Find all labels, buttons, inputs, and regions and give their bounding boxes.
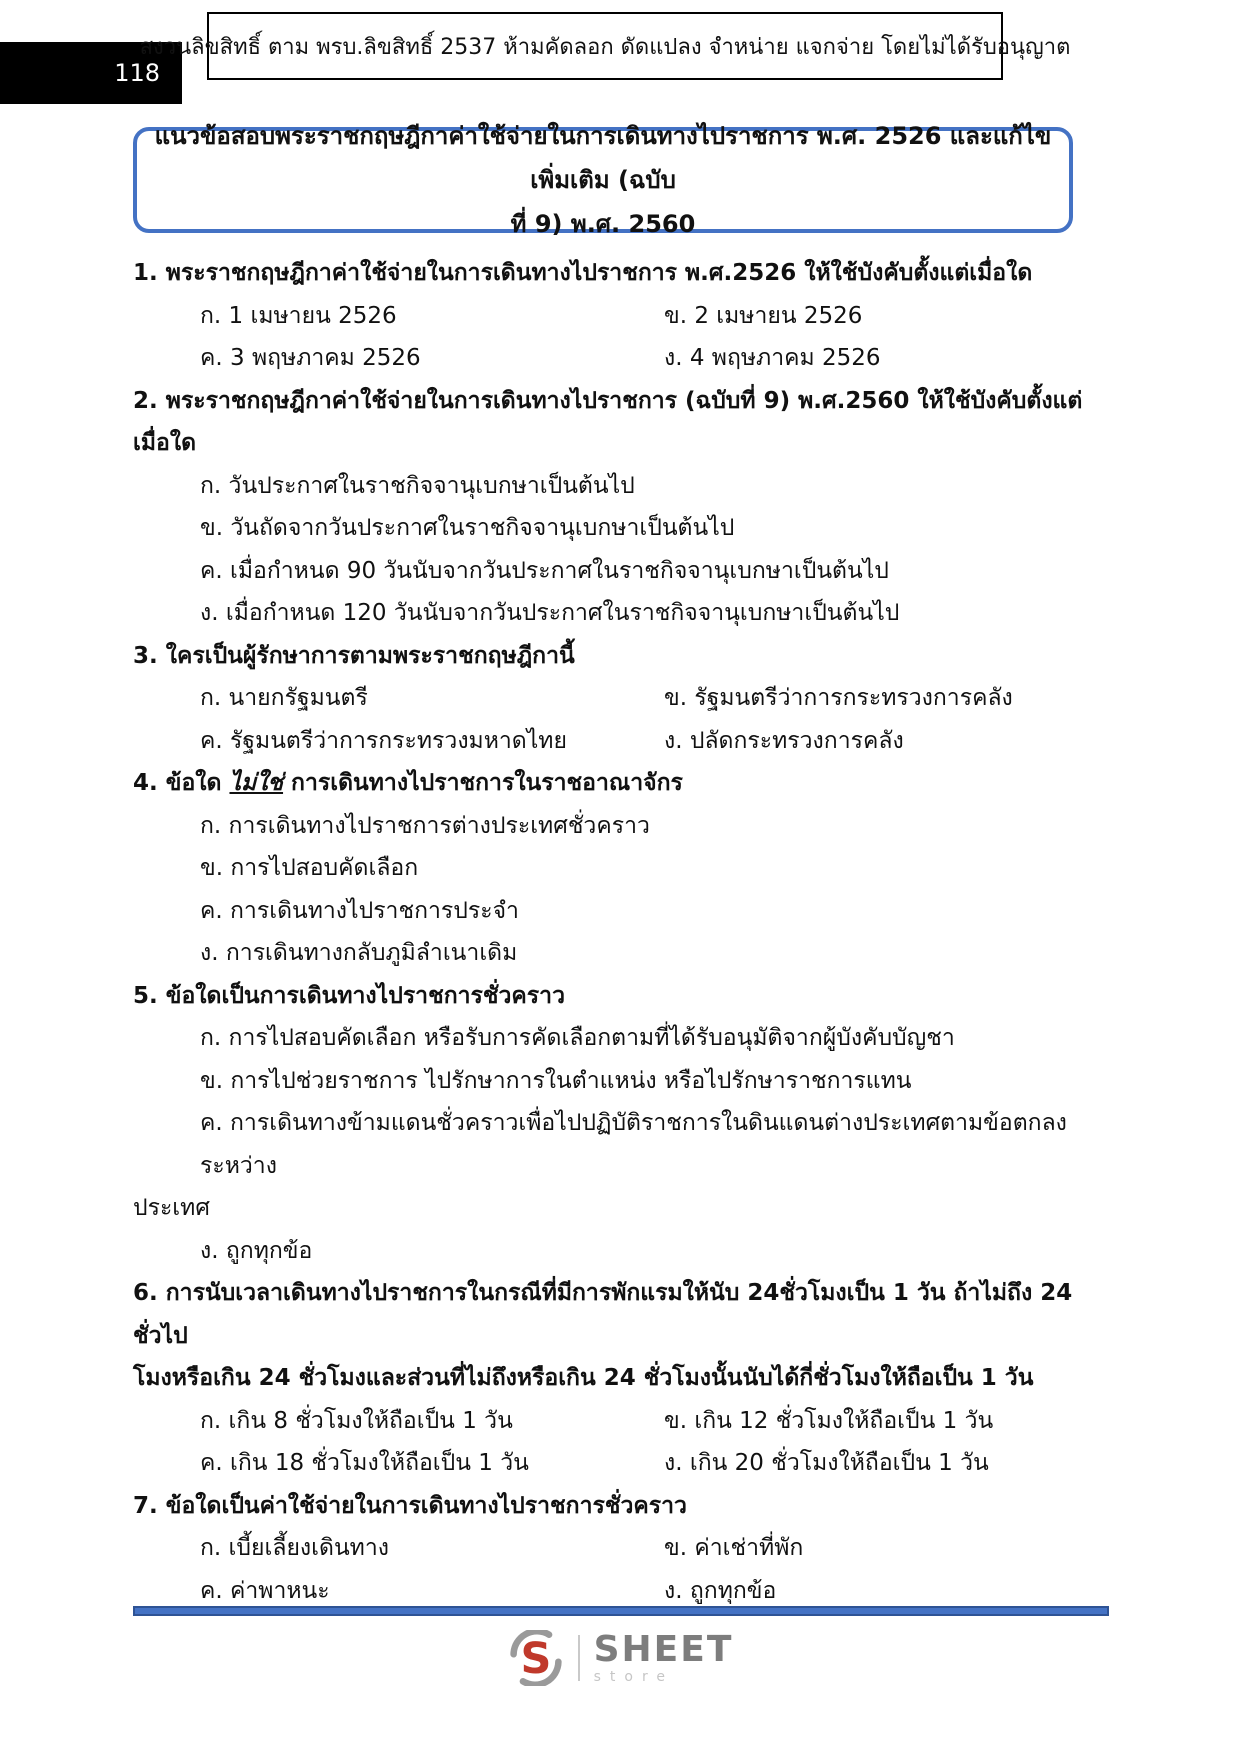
- choice-6a: ก. เกิน 8 ชั่วโมงให้ถือเป็น 1 วัน: [200, 1407, 513, 1434]
- logo-subname: store: [593, 1669, 675, 1685]
- choice-6d: ง. เกิน 20 ชั่วโมงให้ถือเป็น 1 วัน: [664, 1450, 989, 1476]
- question-6-choices-row2: [133, 1442, 1108, 1485]
- question-6-text-line2: โมงหรือเกิน 24 ชั่วโมงและส่วนที่ไม่ถึงหรือเกิน 24 ชั่วโมงนั้นนับได้กี่ชั่วโมงให้ถือเป็น 1 วัน: [133, 1365, 1034, 1391]
- choice-6b: ข. เกิน 12 ชั่วโมงให้ถือเป็น 1 วัน: [664, 1407, 994, 1434]
- choice-4b: ข. การไปสอบคัดเลือก: [200, 855, 419, 881]
- question-5: [133, 975, 1108, 1273]
- choice-2d: ง. เมื่อกำหนด 120 วันนับจากวันประกาศในราชกิจจานุเบกษาเป็นต้นไป: [200, 600, 900, 626]
- choice-2b: ข. วันถัดจากวันประกาศในราชกิจจานุเบกษาเป็นต้นไป: [200, 515, 735, 541]
- choice-3d: ง. ปลัดกระทรวงการคลัง: [664, 727, 904, 754]
- question-3: [133, 635, 1108, 763]
- question-5-text: 5. ข้อใดเป็นการเดินทางไปราชการชั่วคราว: [133, 982, 565, 1009]
- choice-1d: ง. 4 พฤษภาคม 2526: [664, 345, 881, 371]
- questions-content: [133, 252, 1108, 1612]
- choice-3a: ก. นายกรัฐมนตรี: [200, 685, 368, 711]
- sheet-store-logo: [0, 1626, 1241, 1690]
- choice-5c-line2: ประเทศ: [133, 1195, 210, 1221]
- question-7-choices-row1: [133, 1527, 1108, 1570]
- choice-7a: ก. เบี้ยเลี้ยงเดินทาง: [200, 1535, 389, 1561]
- question-2-text-line2: เมื่อใด: [133, 430, 197, 456]
- logo-name: SHEET: [593, 1629, 734, 1670]
- exam-title-line1: แนวข้อสอบพระราชกฤษฎีกาค่าใช้จ่ายในการเดินทางไปราชการ พ.ศ. 2526 และแก้ไขเพิ่มเติม (ฉบับ: [154, 122, 1052, 194]
- question-4-text: [133, 762, 1108, 805]
- choice-3c: ค. รัฐมนตรีว่าการกระทรวงมหาดไทย: [200, 727, 567, 754]
- choice-4d: ง. การเดินทางกลับภูมิลำเนาเดิม: [200, 940, 518, 966]
- page-number: 118: [114, 59, 160, 87]
- choice-4c: ค. การเดินทางไปราชการประจำ: [200, 897, 519, 924]
- question-4-suffix: การเดินทางไปราชการในราชอาณาจักร: [283, 770, 683, 796]
- question-6: [133, 1272, 1108, 1485]
- copyright-text: สงวนลิขสิทธิ์ ตาม พรบ.ลิขสิทธิ์ 2537 ห้ามคัดลอก ดัดแปลง จำหน่าย แจกจ่าย โดยไม่ได้รับอนุญาต: [139, 34, 1071, 60]
- question-6-text-line1: 6. การนับเวลาเดินทางไปราชการในกรณีที่มีการพักแรมให้นับ 24ชั่วโมงเป็น 1 วัน ถ้าไม่ถึง 24 ชั่วไป: [133, 1280, 1073, 1349]
- choice-5d: ง. ถูกทุกข้อ: [200, 1237, 313, 1264]
- exam-title-line2: ที่ 9) พ.ศ. 2560: [510, 210, 696, 238]
- choice-5c-line1: ค. การเดินทางข้ามแดนชั่วคราวเพื่อไปปฏิบัติราชการในดินแดนต่างประเทศตามข้อตกลงระหว่าง: [200, 1110, 1067, 1179]
- choice-4a: ก. การเดินทางไปราชการต่างประเทศชั่วคราว: [200, 812, 650, 839]
- choice-6c: ค. เกิน 18 ชั่วโมงให้ถือเป็น 1 วัน: [200, 1450, 529, 1476]
- question-7: [133, 1485, 1108, 1613]
- choice-5a: ก. การไปสอบคัดเลือก หรือรับการคัดเลือกตามที่ได้รับอนุมัติจากผู้บังคับบัญชา: [200, 1025, 955, 1051]
- question-4-emphasis: ไม่ใช่: [229, 770, 284, 796]
- exam-title-box: [133, 122, 1073, 238]
- choice-7b: ข. ค่าเช่าที่พัก: [664, 1535, 804, 1561]
- logo-text: [593, 1629, 734, 1685]
- svg-text:S: S: [520, 1633, 552, 1684]
- choice-3b: ข. รัฐมนตรีว่าการกระทรวงการคลัง: [664, 685, 1013, 711]
- choice-5b: ข. การไปช่วยราชการ ไปรักษาการในตำแหน่ง หรือไปรักษาราชการแทน: [200, 1067, 912, 1094]
- choice-2c: ค. เมื่อกำหนด 90 วันนับจากวันประกาศในราชกิจจานุเบกษาเป็นต้นไป: [200, 557, 889, 584]
- question-2-text-line1: 2. พระราชกฤษฎีกาค่าใช้จ่ายในการเดินทางไปราชการ (ฉบับที่ 9) พ.ศ.2560 ให้ใช้บังคับตั้งแต่: [133, 387, 1083, 414]
- question-6-choices-row1: [133, 1400, 1108, 1443]
- question-4-prefix: 4. ข้อใด: [133, 770, 230, 796]
- choice-1b: ข. 2 เมษายน 2526: [664, 302, 863, 329]
- question-3-choices-row2: [133, 720, 1108, 763]
- choice-7c: ค. ค่าพาหนะ: [200, 1577, 330, 1604]
- question-2: [133, 380, 1108, 635]
- question-3-text: 3. ใครเป็นผู้รักษาการตามพระราชกฤษฎีกานี้: [133, 642, 575, 669]
- question-1-text: 1. พระราชกฤษฎีกาค่าใช้จ่ายในการเดินทางไปราชการ พ.ศ.2526 ให้ใช้บังคับตั้งแต่เมื่อใด: [133, 260, 1033, 286]
- choice-1c: ค. 3 พฤษภาคม 2526: [200, 345, 421, 371]
- question-1-choices-row2: [133, 337, 1108, 380]
- copyright-notice-box: [139, 12, 1071, 80]
- question-3-choices-row1: [133, 677, 1108, 720]
- logo-divider: [578, 1635, 580, 1681]
- question-4: [133, 762, 1108, 975]
- choice-7d: ง. ถูกทุกข้อ: [664, 1577, 777, 1604]
- question-1: [133, 252, 1108, 380]
- sheet-store-logo-icon: [508, 1630, 564, 1686]
- choice-1a: ก. 1 เมษายน 2526: [200, 302, 397, 329]
- question-7-text: 7. ข้อใดเป็นค่าใช้จ่ายในการเดินทางไปราชการชั่วคราว: [133, 1492, 687, 1519]
- question-1-choices-row1: [133, 295, 1108, 338]
- footer-divider-bar: [133, 1606, 1109, 1616]
- choice-2a: ก. วันประกาศในราชกิจจานุเบกษาเป็นต้นไป: [200, 472, 635, 499]
